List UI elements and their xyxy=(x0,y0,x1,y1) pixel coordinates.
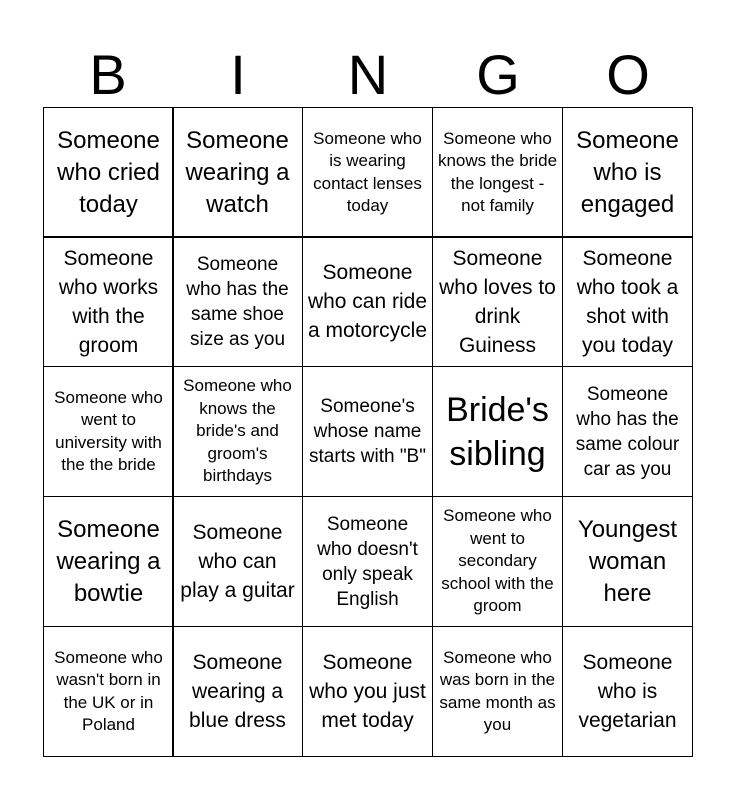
bingo-cell-r2-c3[interactable] xyxy=(302,236,433,367)
bingo-cell-text: Someone wearing a blue dress xyxy=(189,651,286,732)
bingo-cell-r5-c3[interactable] xyxy=(302,626,433,757)
header-letter-n: N xyxy=(347,43,389,106)
bingo-cell-r2-c2[interactable] xyxy=(172,236,303,367)
bingo-cell-r5-c1[interactable] xyxy=(43,626,174,757)
bingo-cell-text: Someone who went to secondary school with the groom xyxy=(441,506,554,616)
bingo-cell-text: Someone who took a shot with you today xyxy=(576,246,679,357)
bingo-cell-text: Someone who went to university with the the bride xyxy=(54,387,163,474)
bingo-cell-r1-c3[interactable] xyxy=(302,107,433,238)
bingo-cell-text: Youngest woman here xyxy=(577,515,678,607)
bingo-cell-text: Someone who is engaged xyxy=(576,126,679,218)
bingo-cell-r3-c5[interactable] xyxy=(562,366,693,497)
bingo-cell-r1-c5[interactable] xyxy=(562,107,693,238)
bingo-cell-r3-c4[interactable] xyxy=(432,366,563,497)
header-letter-i: I xyxy=(230,43,246,106)
bingo-cell-text: Someone who has the same colour car as you xyxy=(575,383,680,480)
bingo-cell-r5-c2[interactable] xyxy=(172,626,303,757)
bingo-cell-r4-c3[interactable] xyxy=(302,496,433,627)
bingo-cell-r1-c1[interactable] xyxy=(43,107,174,238)
bingo-cell-r2-c1[interactable] xyxy=(43,236,174,367)
bingo-cell-text: Bride's sibling xyxy=(446,390,549,473)
bingo-cell-text: Someone who can play a guitar xyxy=(180,521,295,602)
bingo-cell-text: Someone who can ride a motorcycle xyxy=(307,261,428,342)
bingo-cell-text: Someone who doesn't only speak English xyxy=(317,513,418,610)
bingo-cell-r4-c1[interactable] xyxy=(43,496,174,627)
bingo-cell-r1-c4[interactable] xyxy=(432,107,563,238)
bingo-cell-text: Someone who is wearing contact lenses today xyxy=(313,128,422,215)
bingo-cell-text: Someone wearing a bowtie xyxy=(56,515,161,607)
bingo-cell-text: Someone's whose name starts with "B" xyxy=(309,396,426,467)
bingo-cell-r3-c3[interactable] xyxy=(302,366,433,497)
header-letter-b: B xyxy=(89,43,127,106)
header-letter-g: G xyxy=(476,43,520,106)
bingo-cell-r5-c4[interactable] xyxy=(432,626,563,757)
bingo-cell-text: Someone who has the same shoe size as you xyxy=(186,253,289,350)
bingo-board xyxy=(43,107,693,757)
bingo-cell-r4-c2[interactable] xyxy=(172,496,303,627)
bingo-header xyxy=(43,42,693,108)
bingo-cell-text: Someone who works with the groom xyxy=(58,246,159,357)
bingo-cell-text: Someone who cried today xyxy=(57,126,160,218)
bingo-cell-r5-c5[interactable] xyxy=(562,626,693,757)
bingo-cell-text: Someone who you just met today xyxy=(309,651,426,732)
bingo-cell-text: Someone who loves to drink Guiness xyxy=(439,246,556,357)
bingo-cell-r2-c5[interactable] xyxy=(562,236,693,367)
bingo-cell-text: Someone who was born in the same month as you xyxy=(439,647,556,734)
header-letter-o: O xyxy=(606,43,650,106)
bingo-cell-r3-c2[interactable] xyxy=(172,366,303,497)
bingo-cell-text: Someone who wasn't born in the UK or in Poland xyxy=(54,647,163,734)
bingo-cell-r4-c4[interactable] xyxy=(432,496,563,627)
bingo-cell-r4-c5[interactable] xyxy=(562,496,693,627)
bingo-cell-r3-c1[interactable] xyxy=(43,366,174,497)
bingo-cell-text: Someone who is vegetarian xyxy=(578,651,677,732)
bingo-cell-text: Someone who knows the bride's and groom's birthdays xyxy=(183,376,292,486)
bingo-cell-r1-c2[interactable] xyxy=(172,107,303,238)
bingo-cell-text: Someone who knows the bride the longest - not family xyxy=(437,128,558,215)
bingo-cell-r2-c4[interactable] xyxy=(432,236,563,367)
bingo-cell-text: Someone wearing a watch xyxy=(185,126,290,218)
